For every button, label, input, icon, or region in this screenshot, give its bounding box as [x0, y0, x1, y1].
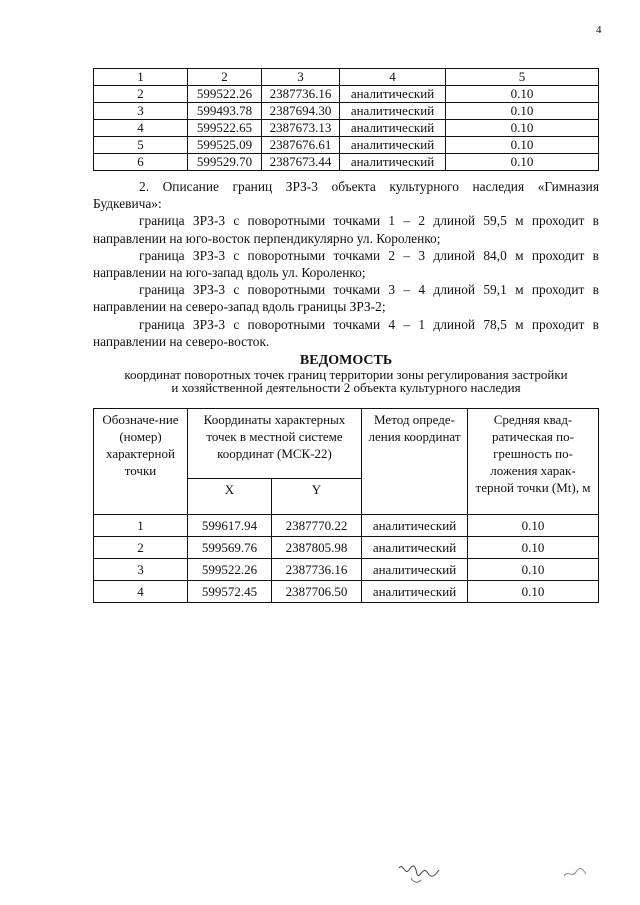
coord-y: 2387673.13: [262, 120, 340, 137]
coord-x: 599522.65: [188, 120, 262, 137]
error-mt: 0.10: [468, 581, 599, 603]
table-header-row: [94, 409, 599, 479]
header-method: Метод опреде-ления координат: [362, 409, 468, 515]
point-number: 1: [94, 515, 188, 537]
coord-y: 2387770.22: [272, 515, 362, 537]
statement-title: ВЕДОМОСТЬ: [299, 353, 393, 368]
handwritten-signature: [395, 858, 445, 888]
error-mt: 0.10: [468, 537, 599, 559]
header-cell: 2: [188, 69, 262, 86]
coord-x: 599529.70: [188, 154, 262, 171]
header-cell: 5: [446, 69, 599, 86]
boundary-paragraph: граница ЗРЗ-3 с поворотными точками 1 – 2 длиной 59,5 м проходит в направлении на юго-восток перпендикулярно ул. Короленко;: [93, 213, 599, 246]
error-mt: 0.10: [446, 103, 599, 120]
point-number: 2: [94, 86, 188, 103]
coord-x: 599493.78: [188, 103, 262, 120]
method: аналитический: [340, 120, 446, 137]
error-mt: 0.10: [446, 137, 599, 154]
coord-y: 2387694.30: [262, 103, 340, 120]
error-mt: 0.10: [446, 86, 599, 103]
method: аналитический: [340, 137, 446, 154]
error-mt: 0.10: [446, 154, 599, 171]
point-number: 2: [94, 537, 188, 559]
method: аналитический: [362, 559, 468, 581]
point-number: 5: [94, 137, 188, 154]
coord-x: 599525.09: [188, 137, 262, 154]
point-number: 4: [94, 120, 188, 137]
header-point-number: Обозначе-ние (номер) характерной точки: [94, 409, 188, 515]
boundary-paragraph: граница ЗРЗ-3 с поворотными точками 2 – 3 длиной 84,0 м проходит в направлении на юго-запад вдоль ул. Короленко;: [93, 247, 599, 281]
coord-y: 2387736.16: [262, 86, 340, 103]
coordinates-table-continued: [93, 68, 599, 171]
boundary-description: [93, 178, 599, 350]
header-y: Y: [272, 479, 362, 515]
error-mt: 0.10: [468, 515, 599, 537]
method: аналитический: [362, 537, 468, 559]
handwritten-mark: [560, 862, 590, 882]
boundary-paragraph: граница ЗРЗ-3 с поворотными точками 3 – 4 длиной 59,1 м проходит в направлении на северо-запад вдоль границы ЗРЗ-2;: [93, 282, 599, 315]
header-x: X: [188, 479, 272, 515]
coord-x: 599572.45: [188, 581, 272, 603]
method: аналитический: [340, 154, 446, 171]
table-row: [94, 137, 599, 154]
coord-y: 2387706.50: [272, 581, 362, 603]
header-cell: 1: [94, 69, 188, 86]
method: аналитический: [362, 515, 468, 537]
table-row: [94, 120, 599, 137]
statement-title-block: [93, 354, 599, 395]
boundary-paragraph: граница ЗРЗ-3 с поворотными точками 4 – 1 длиной 78,5 м проходит в направлении на северо-восток.: [93, 316, 599, 349]
coord-y: 2387676.61: [262, 137, 340, 154]
point-number: 3: [94, 103, 188, 120]
table-row: [94, 581, 599, 603]
statement-subtitle-line1: координат поворотных точек границ территории зоны регулирования застройки: [124, 366, 568, 382]
table-row: [94, 154, 599, 171]
header-coordinates: Координаты характерных точек в местной системе координат (МСК-22): [188, 409, 362, 479]
coord-x: 599522.26: [188, 86, 262, 103]
point-number: 4: [94, 581, 188, 603]
header-error-mt: Средняя квад-ратическая по-грешность по-ложения харак-терной точки (Mt), м: [468, 409, 599, 515]
page-number: 4: [596, 24, 602, 36]
table-header-row: [94, 69, 599, 86]
header-cell: 4: [340, 69, 446, 86]
table-row: [94, 537, 599, 559]
error-mt: 0.10: [468, 559, 599, 581]
coord-x: 599617.94: [188, 515, 272, 537]
point-number: 3: [94, 559, 188, 581]
table-row: [94, 103, 599, 120]
method: аналитический: [362, 581, 468, 603]
table-row: [94, 86, 599, 103]
coord-x: 599569.76: [188, 537, 272, 559]
coord-y: 2387673.44: [262, 154, 340, 171]
point-number: 6: [94, 154, 188, 171]
coord-x: 599522.26: [188, 559, 272, 581]
section-heading: 2. Описание границ ЗРЗ-3 объекта культурного наследия «Гимназия Будкевича»:: [93, 179, 599, 212]
table-row: [94, 559, 599, 581]
method: аналитический: [340, 86, 446, 103]
statement-subtitle-line2: и хозяйственной деятельности 2 объекта культурного наследия: [171, 380, 521, 395]
coordinates-table: [93, 408, 599, 603]
error-mt: 0.10: [446, 120, 599, 137]
coord-y: 2387736.16: [272, 559, 362, 581]
table-row: [94, 515, 599, 537]
header-cell: 3: [262, 69, 340, 86]
method: аналитический: [340, 103, 446, 120]
coord-y: 2387805.98: [272, 537, 362, 559]
